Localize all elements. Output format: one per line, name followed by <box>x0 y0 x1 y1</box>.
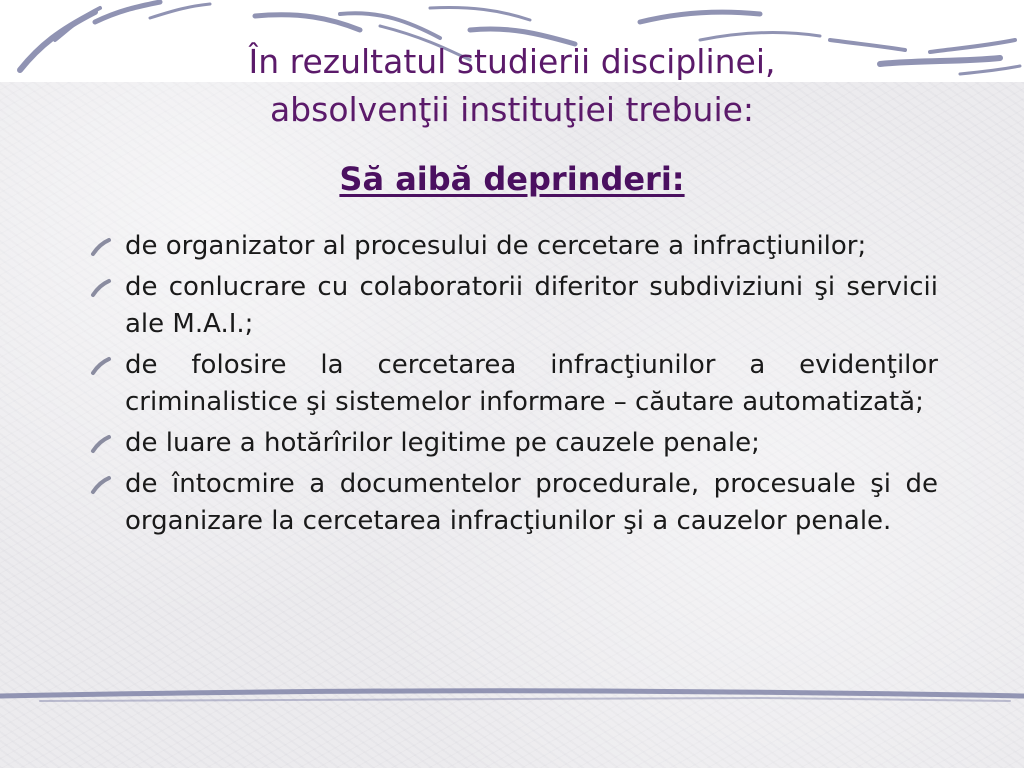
list-item-text: de organizator al procesului de cercetare a infracţiunilor; <box>125 231 867 261</box>
list-item-text: de luare a hotărîrilor legitime pe cauzele penale; <box>125 428 760 458</box>
list-item-text: de conlucrare cu colaboratorii diferitor subdiviziuni şi servicii ale M.A.I.; <box>125 272 938 339</box>
list-item <box>88 466 938 540</box>
list-item <box>88 347 938 421</box>
title-line-2: absolvenţii instituţiei trebuie: <box>269 90 755 129</box>
list-item <box>88 269 938 343</box>
brush-stroke-bullet-icon <box>90 434 112 454</box>
decorative-brush-line-bottom <box>0 680 1024 710</box>
list-item-text: de folosire la cercetarea infracţiunilor a evidenţilor criminalistice şi sistemelor informare – căutare automatizată; <box>125 350 938 417</box>
brush-stroke-bullet-icon <box>90 475 112 495</box>
list-item <box>88 228 938 265</box>
slide-subtitle <box>0 160 1024 198</box>
slide-title <box>0 38 1024 134</box>
brush-stroke-bullet-icon <box>90 278 112 298</box>
brush-stroke-bullet-icon <box>90 356 112 376</box>
list-item <box>88 425 938 462</box>
subtitle-text: Să aibă deprinderi: <box>339 160 685 198</box>
title-line-1: În rezultatul studierii disciplinei, <box>248 42 776 81</box>
brush-stroke-bullet-icon <box>90 237 112 257</box>
list-item-text: de întocmire a documentelor procedurale, procesuale şi de organizare la cercetarea infracţiunilor şi a cauzelor penale. <box>125 469 938 536</box>
skills-list <box>88 228 938 544</box>
